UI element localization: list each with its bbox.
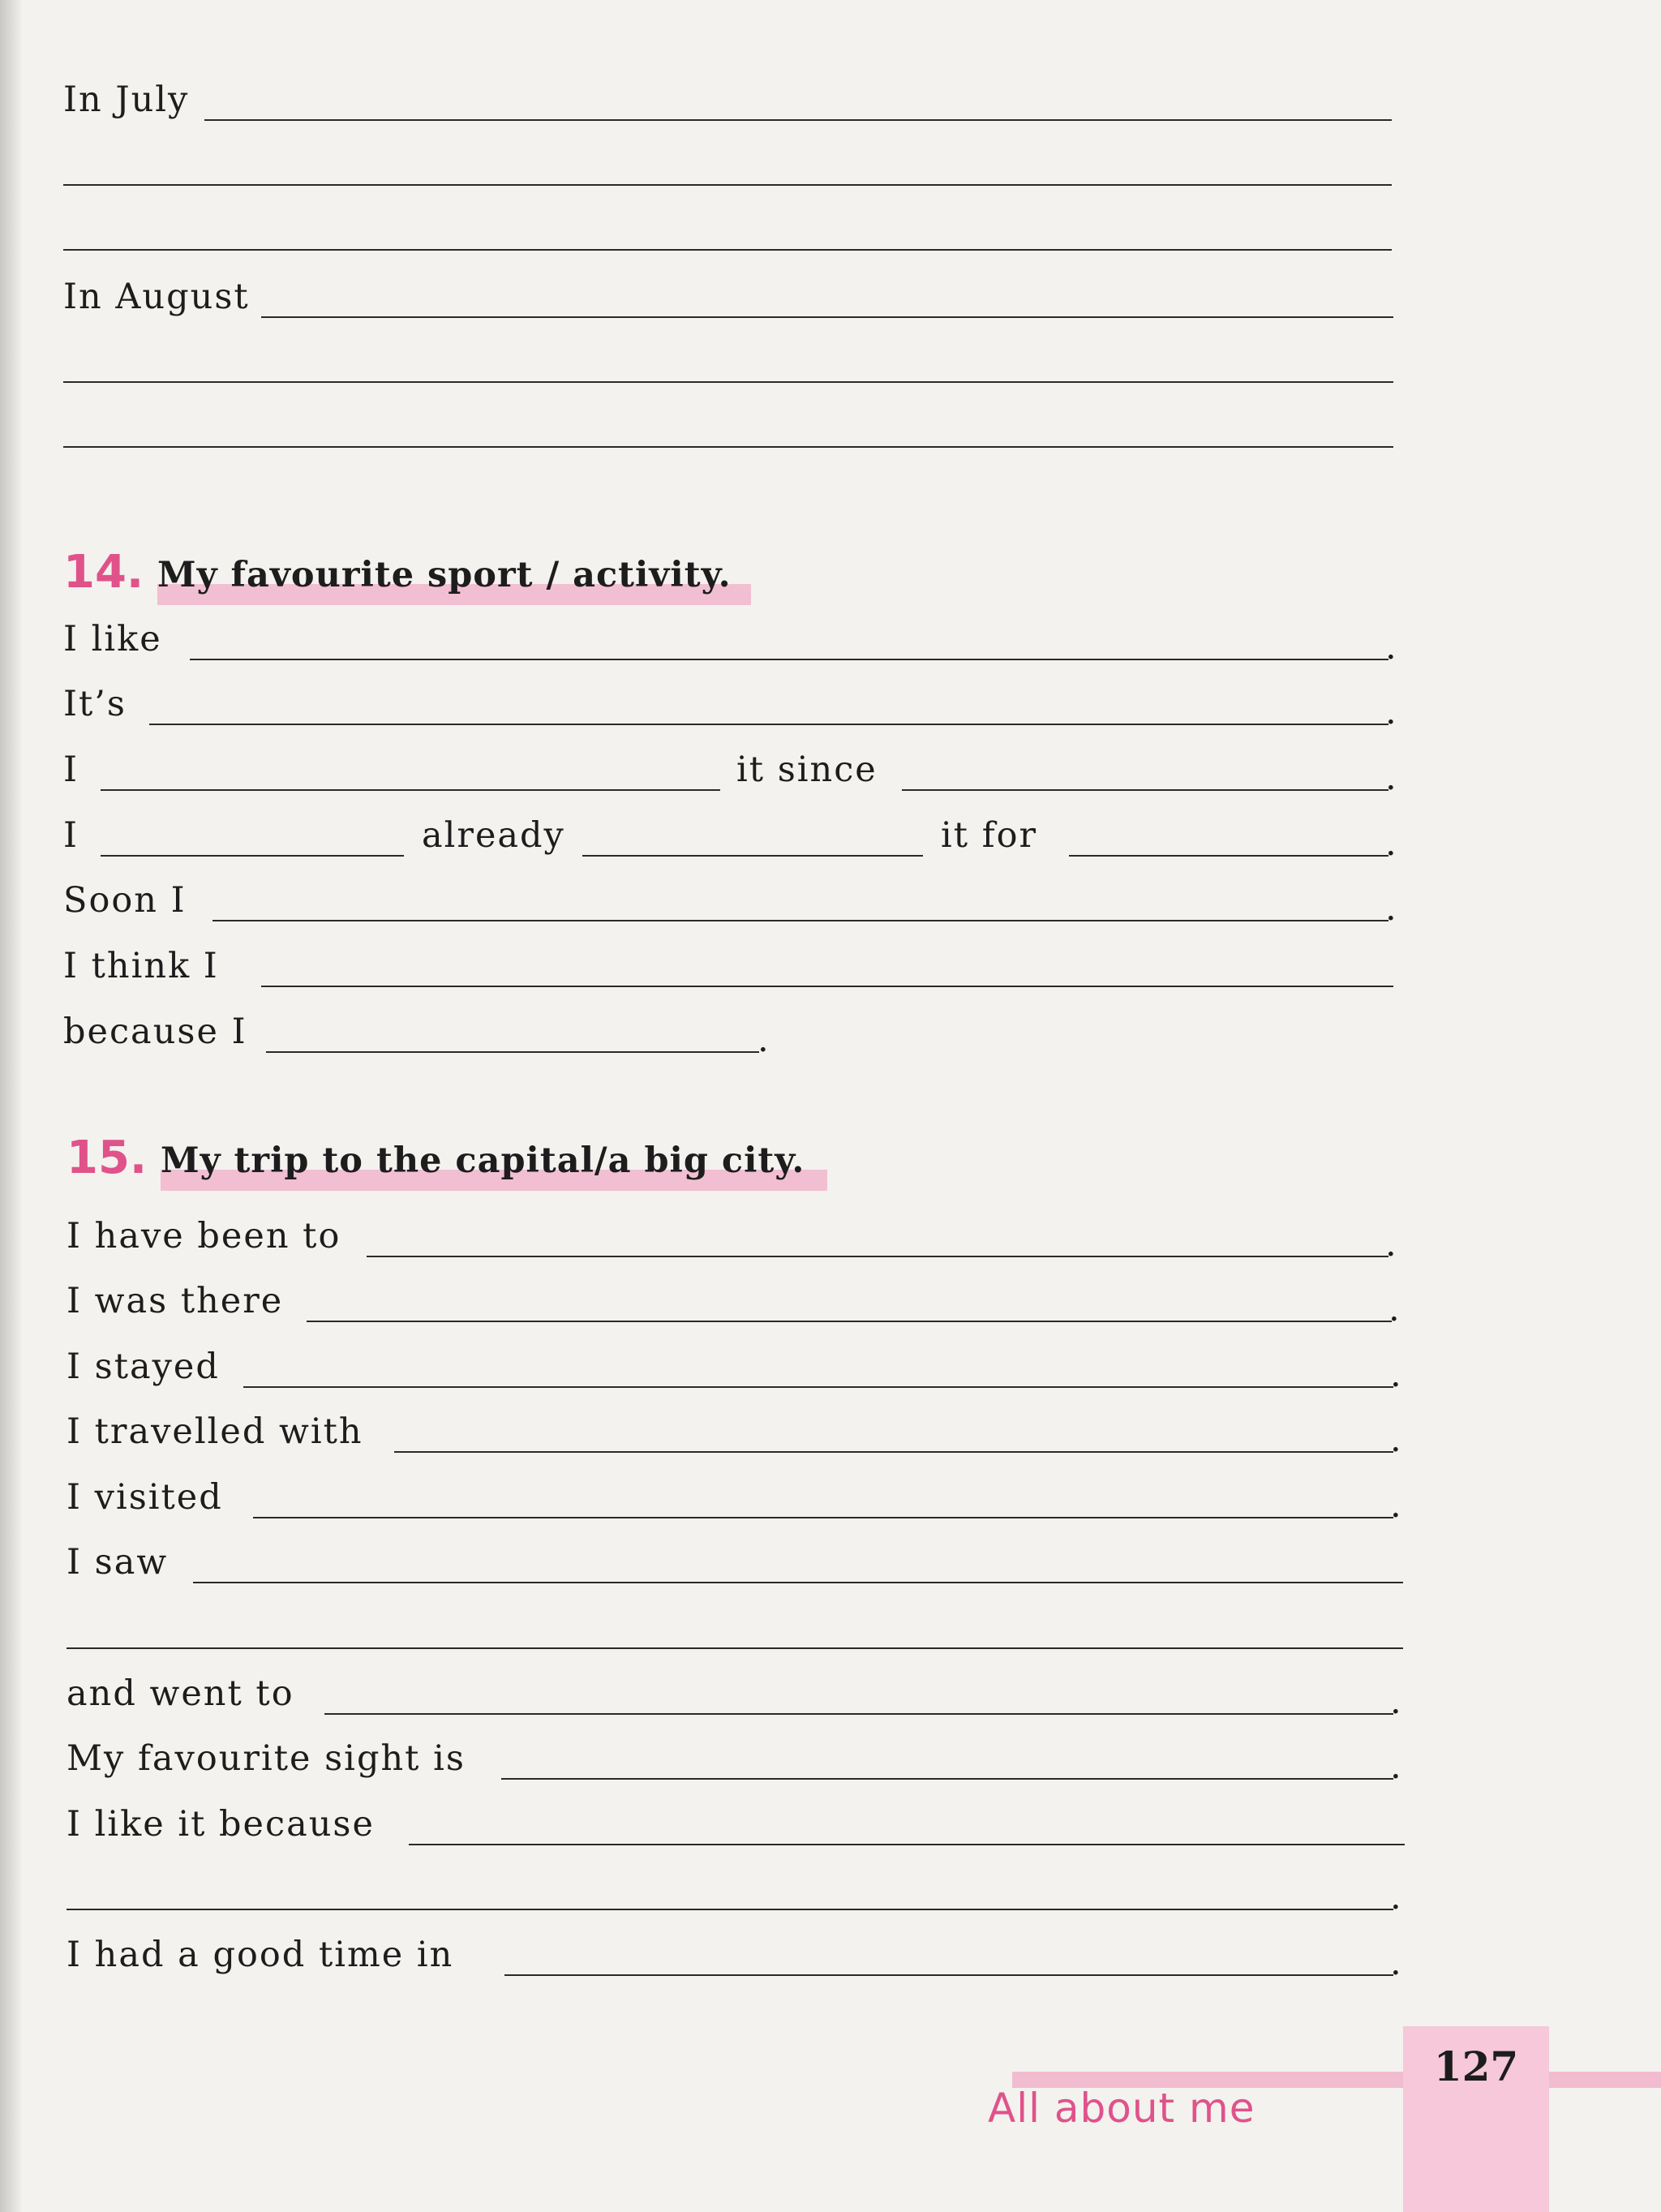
row-its bbox=[0, 681, 1661, 730]
label-i-saw: I saw bbox=[67, 1542, 169, 1583]
period: . bbox=[1385, 888, 1397, 929]
answer-line[interactable] bbox=[193, 1582, 1403, 1583]
label-i-visited: I visited bbox=[67, 1477, 223, 1518]
section-14-heading bbox=[0, 543, 1661, 608]
answer-line[interactable] bbox=[149, 724, 1388, 725]
label-because-i: because I bbox=[63, 1012, 247, 1052]
row-was-there bbox=[0, 1278, 1661, 1327]
label-i-think-i: I think I bbox=[63, 946, 219, 986]
answer-line[interactable] bbox=[101, 789, 720, 791]
answer-line[interactable] bbox=[63, 446, 1393, 448]
period: . bbox=[1385, 823, 1397, 864]
label-already: already bbox=[422, 815, 565, 856]
label-in-august: In August bbox=[63, 277, 250, 317]
row-like-because-2 bbox=[0, 1866, 1661, 1918]
row-soon bbox=[0, 878, 1661, 929]
period: . bbox=[1390, 1746, 1401, 1787]
period: . bbox=[1385, 758, 1397, 798]
section-number: 14. bbox=[63, 546, 144, 599]
period: . bbox=[1388, 1289, 1400, 1329]
answer-line[interactable] bbox=[504, 1974, 1393, 1976]
period: . bbox=[1385, 627, 1397, 668]
answer-line[interactable] bbox=[63, 381, 1393, 383]
period: . bbox=[1390, 1877, 1401, 1918]
label-i-like-it-because: I like it because bbox=[67, 1804, 375, 1845]
july-line-2 bbox=[0, 142, 1661, 191]
answer-line[interactable] bbox=[212, 920, 1388, 921]
section-title: My favourite sport / activity. bbox=[157, 555, 732, 595]
label-i: I bbox=[63, 750, 79, 790]
row-because bbox=[0, 1009, 1661, 1058]
answer-line[interactable] bbox=[63, 249, 1392, 251]
answer-line[interactable] bbox=[101, 855, 404, 857]
row-stayed bbox=[0, 1344, 1661, 1393]
answer-line[interactable] bbox=[261, 986, 1393, 987]
period: . bbox=[758, 1020, 769, 1060]
section-number: 15. bbox=[67, 1132, 148, 1184]
period: . bbox=[1390, 1420, 1401, 1460]
row-like-because bbox=[0, 1802, 1661, 1850]
answer-line[interactable] bbox=[367, 1256, 1388, 1257]
label-soon-i: Soon I bbox=[63, 880, 187, 921]
page-number: 127 bbox=[1433, 2042, 1519, 2090]
answer-line[interactable] bbox=[63, 184, 1392, 186]
section-title: My trip to the capital/a big city. bbox=[161, 1140, 805, 1181]
label-i-like: I like bbox=[63, 619, 162, 659]
label-i-travelled-with: I travelled with bbox=[67, 1411, 363, 1452]
august-line-3 bbox=[0, 404, 1661, 453]
row-think bbox=[0, 943, 1661, 992]
answer-line[interactable] bbox=[204, 119, 1392, 121]
period: . bbox=[1390, 1682, 1401, 1722]
answer-line[interactable] bbox=[190, 659, 1388, 660]
answer-line[interactable] bbox=[501, 1778, 1393, 1780]
label-it-since: it since bbox=[736, 750, 878, 790]
answer-line[interactable] bbox=[394, 1451, 1393, 1453]
label-i-had-a-good-time-in: I had a good time in bbox=[67, 1935, 454, 1975]
label-and-went-to: and went to bbox=[67, 1673, 294, 1714]
period: . bbox=[1385, 692, 1397, 732]
answer-line[interactable] bbox=[582, 855, 923, 857]
period: . bbox=[1390, 1485, 1401, 1526]
row-i-like bbox=[0, 616, 1661, 668]
answer-line[interactable] bbox=[261, 316, 1393, 318]
row-saw bbox=[0, 1540, 1661, 1588]
answer-line[interactable] bbox=[409, 1844, 1405, 1845]
answer-line[interactable] bbox=[307, 1321, 1392, 1322]
answer-line[interactable] bbox=[266, 1051, 759, 1053]
row-i-already-it-for bbox=[0, 813, 1661, 864]
label-it-for: it for bbox=[941, 815, 1038, 856]
july-line-3 bbox=[0, 207, 1661, 256]
row-favourite-sight bbox=[0, 1736, 1661, 1785]
label-i-stayed: I stayed bbox=[67, 1347, 220, 1387]
row-been-to bbox=[0, 1213, 1661, 1265]
row-i-it-since bbox=[0, 747, 1661, 796]
answer-line[interactable] bbox=[253, 1517, 1393, 1518]
answer-line[interactable] bbox=[324, 1713, 1393, 1715]
august-line bbox=[0, 274, 1661, 323]
answer-line[interactable] bbox=[1069, 855, 1388, 857]
answer-line[interactable] bbox=[902, 789, 1388, 791]
row-saw-2 bbox=[0, 1605, 1661, 1654]
row-travelled bbox=[0, 1409, 1661, 1458]
label-my-favourite-sight-is: My favourite sight is bbox=[67, 1738, 466, 1779]
label-i-have-been-to: I have been to bbox=[67, 1216, 341, 1256]
august-line-2 bbox=[0, 339, 1661, 388]
label-i-was-there: I was there bbox=[67, 1281, 284, 1321]
label-in-july: In July bbox=[63, 79, 190, 120]
answer-line[interactable] bbox=[243, 1386, 1393, 1388]
period: . bbox=[1385, 1224, 1397, 1265]
label-its: It’s bbox=[63, 684, 127, 724]
label-i: I bbox=[63, 815, 79, 856]
row-visited bbox=[0, 1475, 1661, 1526]
section-15-heading bbox=[0, 1129, 1661, 1194]
period: . bbox=[1390, 1355, 1401, 1395]
answer-line[interactable] bbox=[67, 1647, 1403, 1649]
row-good-time bbox=[0, 1932, 1661, 1981]
footer-title: All about me bbox=[988, 2085, 1255, 2132]
answer-line[interactable] bbox=[67, 1909, 1393, 1910]
period: . bbox=[1390, 1943, 1401, 1983]
row-went-to bbox=[0, 1671, 1661, 1720]
july-line bbox=[0, 77, 1661, 126]
